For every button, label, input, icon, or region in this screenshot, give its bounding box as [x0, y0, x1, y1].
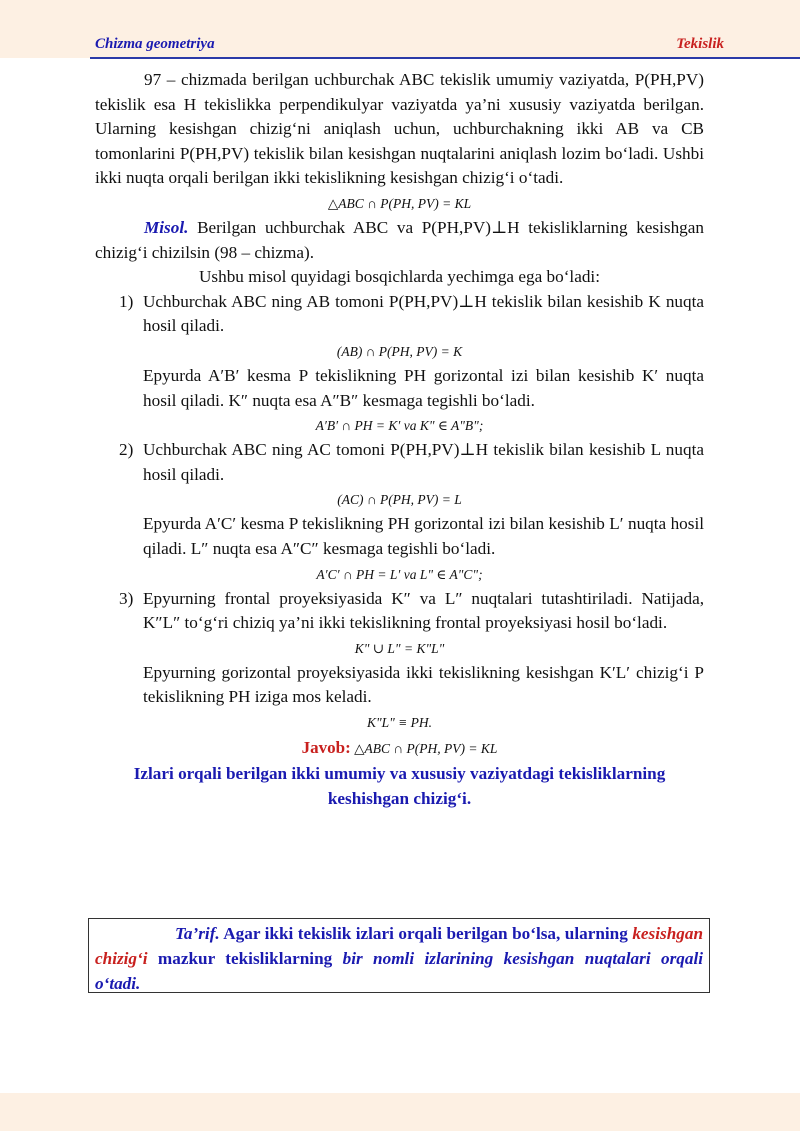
- step-detail: Epyurning gorizontal proyeksiyasida ikki tekislikning kesishgan K′L′ chizig‘i P tekislikning PH iziga mos keladi.: [143, 662, 704, 707]
- step-formula: (AC) ∩ P(PH, PV) = L: [337, 492, 462, 508]
- page-body: [95, 68, 704, 811]
- step-detail: Epyurda A′B′ kesma P tekislikning PH gorizontal izi bilan kesishib K′ nuqta hosil qiladi. K″ nuqta esa A″B″ kesmaga tegishli bo‘ladi.: [143, 365, 704, 410]
- definition-text-2: mazkur tekisliklarning: [157, 949, 333, 968]
- paragraph-intro: 97 – chizmada berilgan uchburchak ABC tekislik umumiy vaziyatda, P(PH,PV) tekislik esa H tekislikka perpendikulyar vaziyatda ya’ni xususiy vaziyatda berilgan. Ularning kesishgan chizig‘ni aniqlash uchun, uchburchakning ikki AB va CB tomonlarini P(PH,PV) tekislik bilan kesishgan nuqtalarini aniqlash lozim bo‘ladi. Ushbi ikki nuqta orqali berilgan ikki tekislikning kesishgan chizig‘i o‘tadi.: [95, 70, 704, 188]
- misol-text: Berilgan uchburchak ABC va P(PH,PV)⊥H tekisliklarning kesishgan chizig‘i chizilsin (98 – chizma).: [95, 217, 704, 262]
- answer-label: Javob:: [301, 737, 351, 757]
- step-1: [95, 290, 704, 438]
- answer-formula: △ABC ∩ P(PH, PV) = KL: [354, 740, 498, 756]
- step-2: [95, 438, 704, 586]
- step-number: 2): [119, 440, 134, 460]
- step-text: Uchburchak ABC ning AC tomoni P(PH,PV)⊥H tekislik bilan kesishib L nuqta hosil qiladi.: [143, 440, 704, 484]
- header-book-title: Chizma geometriya: [95, 36, 215, 52]
- misol-label: Misol.: [144, 217, 189, 237]
- step-formula-2: K"L" ≡ PH.: [366, 714, 433, 730]
- step-text: Epyurning frontal proyeksiyasida K″ va L″ nuqtalari tutashtiriladi. Natijada, K″L″ to‘g‘ri chiziq ya’ni ikki tekislikning frontal proyeksiyasi hosil bo‘ladi.: [143, 588, 704, 633]
- step-text: Uchburchak ABC ning AB tomoni P(PH,PV)⊥H tekislik bilan kesishib K nuqta hosil qiladi.: [143, 291, 704, 336]
- steps-intro: Ushbu misol quyidagi bosqichlarda yechimga ega bo‘ladi:: [199, 267, 600, 287]
- step-formula-2: A′C′ ∩ PH = L′ va L" ∈ A"C";: [316, 566, 483, 582]
- step-number: 3): [119, 588, 134, 608]
- paragraph-misol: [95, 216, 704, 265]
- step-formula: K" ∪ L" = K"L": [354, 640, 445, 656]
- definition-text-1: Agar ikki tekislik izlari orqali berilgan bo‘lsa, ularning: [223, 924, 628, 943]
- step-detail: Epyurda A′C′ kesma P tekislikning PH gorizontal izi bilan kesishib L′ nuqta hosil qiladi. L″ nuqta esa A″C″ kesmaga tegishli bo‘ladi.: [143, 514, 704, 558]
- section-heading: Izlari orqali berilgan ikki umumiy va xususiy vaziyatdagi tekisliklarning keshishgan chizig‘i.: [133, 763, 666, 808]
- definition-label: Ta’rif.: [175, 924, 220, 943]
- formula-main: △ABC ∩ P(PH, PV) = KL: [327, 195, 472, 211]
- definition-box: [88, 918, 710, 993]
- step-formula: (AB) ∩ P(PH, PV) = K: [336, 343, 463, 359]
- step-formula-2: A′B′ ∩ PH = K′ va K" ∈ A"B";: [315, 418, 484, 434]
- step-3: [95, 587, 704, 735]
- answer-line: [95, 735, 704, 761]
- definition-emphasis: bir nomli izlarining kesishgan nuqtalari orqali o‘tadi.: [95, 949, 704, 993]
- definition-term: kesishgan chizig‘i: [95, 924, 704, 968]
- footer-band: [0, 1093, 800, 1131]
- header-chapter-title: Tekislik: [676, 36, 724, 52]
- step-number: 1): [119, 291, 134, 311]
- page-header: [95, 36, 724, 53]
- header-divider: [90, 57, 800, 59]
